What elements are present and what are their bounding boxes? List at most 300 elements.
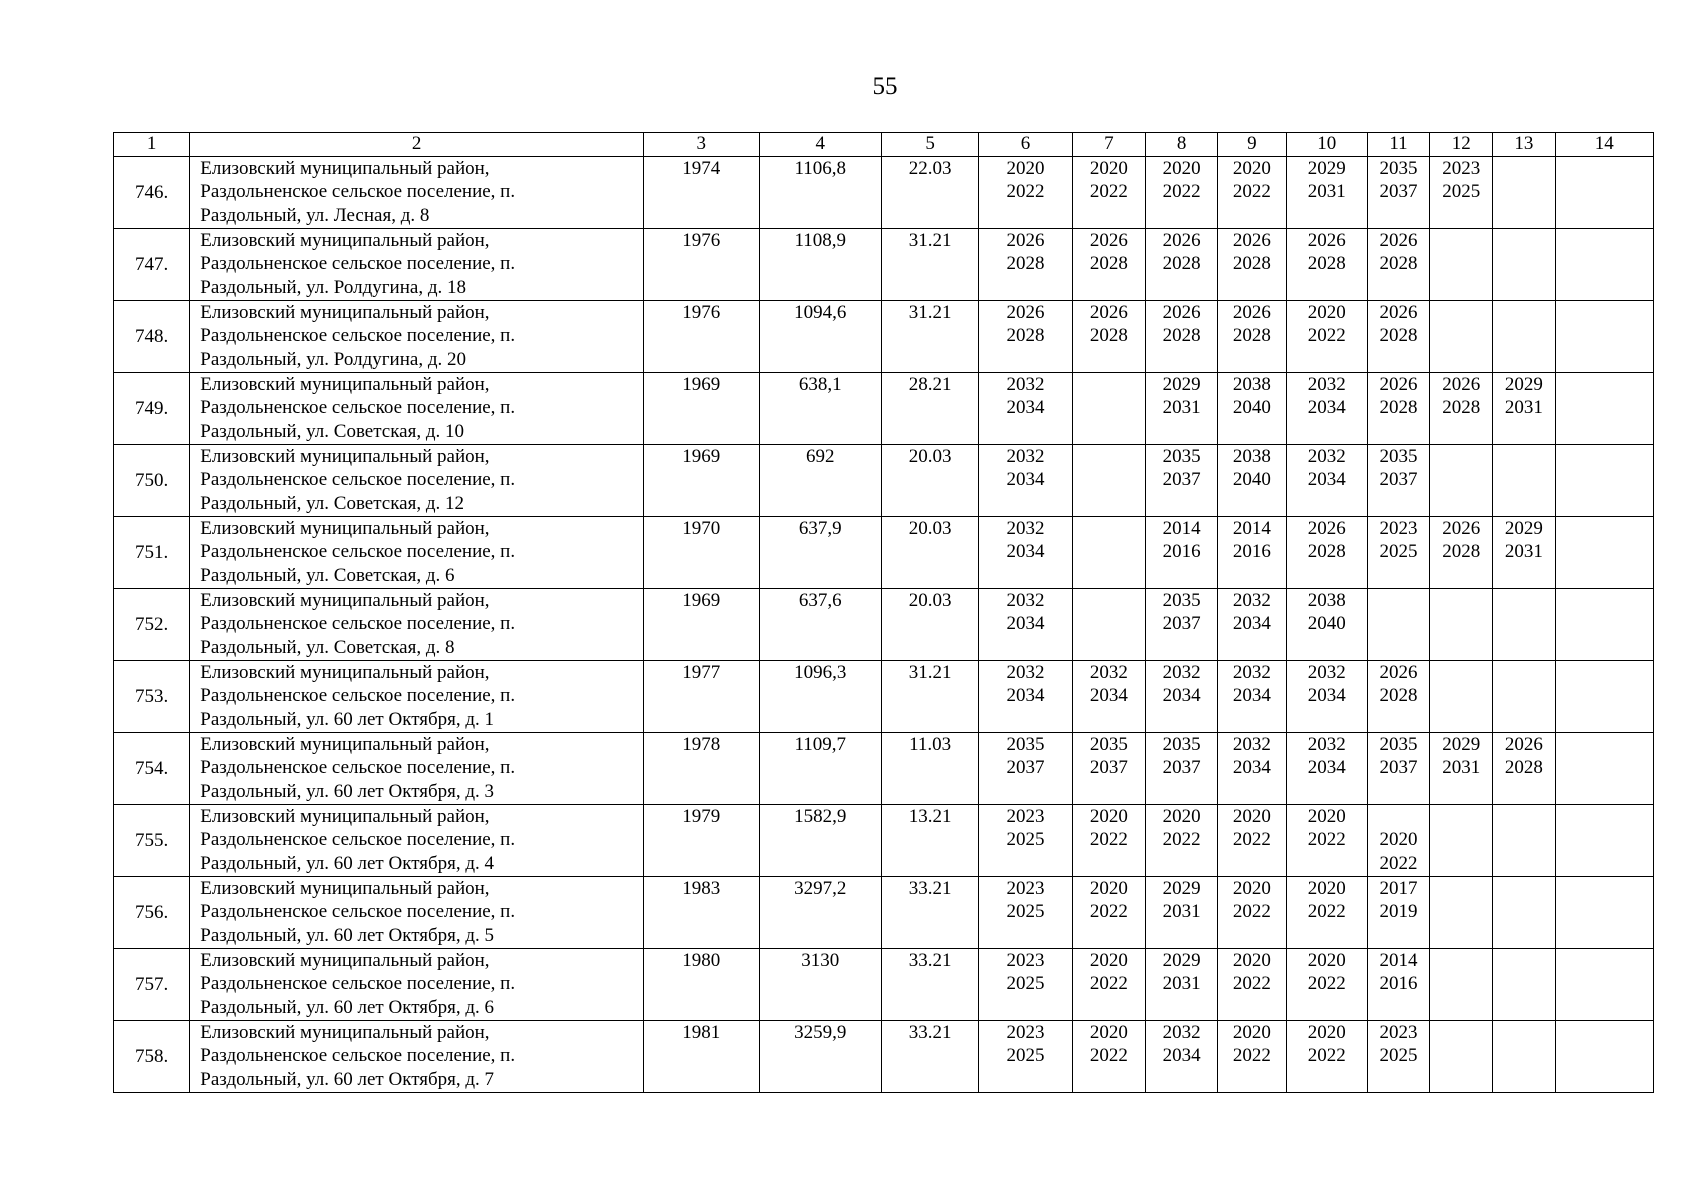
period-cell-col-14: [1555, 733, 1653, 805]
period-end: 2031: [1504, 541, 1543, 563]
period-cell-col-6: [979, 805, 1072, 877]
period-end: 2022: [1307, 325, 1346, 347]
code-cell: 31.21: [881, 229, 978, 301]
period-end: 2025: [1006, 973, 1045, 995]
year-built-cell: 1978: [644, 733, 759, 805]
period-start: [1556, 661, 1653, 684]
period-cell-col-11: [1367, 661, 1429, 733]
period-start: [1073, 517, 1145, 540]
period-cell-col-10: [1286, 589, 1367, 661]
column-number-13: 13: [1493, 133, 1555, 157]
period-end: [1073, 540, 1145, 563]
year-built-cell: 1969: [644, 589, 759, 661]
period-start: 2032: [1232, 662, 1271, 683]
table-body: [114, 133, 1654, 1093]
period-end: 2031: [1307, 181, 1346, 203]
period-cell-col-14: [1555, 949, 1653, 1021]
period-start: [1073, 445, 1145, 468]
period-end: [1430, 828, 1492, 851]
period-end: 2022: [1232, 829, 1271, 851]
year-built-cell: 1969: [644, 373, 759, 445]
year-built-cell: 1969: [644, 445, 759, 517]
period-cell-col-7: [1072, 805, 1145, 877]
code-cell: 31.21: [881, 661, 978, 733]
period-cell-col-12: [1430, 877, 1493, 949]
period-end: 2037: [1379, 469, 1418, 491]
period-cell-col-14: [1555, 589, 1653, 661]
period-cell-col-10: [1286, 229, 1367, 301]
column-number-9: 9: [1218, 133, 1286, 157]
period-end: 2025: [1379, 1045, 1418, 1067]
area-cell: 1106,8: [759, 157, 881, 229]
period-end: 2034: [1162, 685, 1201, 707]
period-cell-col-7: [1072, 445, 1145, 517]
period-start: 2023: [1442, 158, 1481, 179]
period-start: 2014: [1379, 950, 1418, 971]
period-end: 2037: [1162, 469, 1201, 491]
period-end: 2025: [1006, 1045, 1045, 1067]
period-start: 2020: [1089, 1022, 1128, 1043]
period-end: 2034: [1006, 469, 1045, 491]
area-cell: 637,9: [759, 517, 881, 589]
period-cell-col-11: [1367, 373, 1429, 445]
period-end: 2028: [1162, 325, 1201, 347]
period-cell-col-12: [1430, 301, 1493, 373]
address-line: Елизовский муниципальный район,: [200, 734, 490, 755]
period-end: [1493, 612, 1554, 635]
period-end: 2034: [1089, 685, 1128, 707]
period-start: [1430, 229, 1492, 252]
period-end: 2022: [1162, 181, 1201, 203]
period-start: 2020: [1232, 1022, 1271, 1043]
period-start: 2032: [1006, 446, 1045, 467]
period-start: [1493, 805, 1554, 828]
period-start: 2020: [1089, 950, 1128, 971]
period-end: 2022: [1307, 901, 1346, 923]
period-end: 2034: [1307, 757, 1346, 779]
period-start: 2014: [1162, 518, 1201, 539]
period-cell-col-8: [1145, 517, 1217, 589]
period-cell-col-13: [1493, 1021, 1555, 1093]
period-cell-col-8: [1145, 805, 1217, 877]
row-number: 747.: [114, 229, 190, 301]
row-number: 754.: [114, 733, 190, 805]
period-start: 2035: [1162, 446, 1201, 467]
period-end: 2034: [1006, 541, 1045, 563]
period-cell-col-12: [1430, 949, 1493, 1021]
period-cell-col-6: [979, 589, 1072, 661]
column-number-7: 7: [1072, 133, 1145, 157]
period-start: [1556, 1021, 1653, 1044]
period-cell-col-13: [1493, 733, 1555, 805]
period-cell-col-8: [1145, 877, 1217, 949]
period-cell-col-8: [1145, 733, 1217, 805]
period-cell-col-7: [1072, 877, 1145, 949]
period-end: [1430, 972, 1492, 995]
period-end: 2025: [1006, 829, 1045, 851]
period-cell-col-13: [1493, 805, 1555, 877]
column-number-1: 1: [114, 133, 190, 157]
address-line: Елизовский муниципальный район,: [200, 806, 490, 827]
period-start: [1073, 589, 1145, 612]
code-cell: 31.21: [881, 301, 978, 373]
year-built-cell: 1981: [644, 1021, 759, 1093]
period-cell-col-8: [1145, 445, 1217, 517]
code-cell: 28.21: [881, 373, 978, 445]
period-end: [1430, 684, 1492, 707]
period-cell-col-12: [1430, 229, 1493, 301]
period-cell-col-11: [1367, 301, 1429, 373]
period-cell-col-12: [1430, 733, 1493, 805]
period-start: 2020: [1232, 806, 1271, 827]
period-end: 2019: [1379, 901, 1418, 923]
period-end: 2028: [1232, 325, 1271, 347]
period-start: 2020: [1307, 950, 1346, 971]
period-start: 2032: [1307, 446, 1346, 467]
column-number-6: 6: [979, 133, 1072, 157]
address-cell: [190, 157, 644, 229]
period-cell-col-13: [1493, 661, 1555, 733]
period-end: [1556, 684, 1653, 707]
row-number: 756.: [114, 877, 190, 949]
period-cell-col-8: [1145, 229, 1217, 301]
period-start: 2026: [1504, 734, 1543, 755]
year-built-cell: 1979: [644, 805, 759, 877]
table-row: [114, 517, 1654, 589]
period-start: 2032: [1006, 374, 1045, 395]
column-number-8: 8: [1145, 133, 1217, 157]
period-end: 2028: [1307, 541, 1346, 563]
period-cell-col-10: [1286, 877, 1367, 949]
table-row: [114, 229, 1654, 301]
address-cell: [190, 1021, 644, 1093]
period-start: 2026: [1307, 230, 1346, 251]
period-end: [1556, 1044, 1653, 1067]
period-start: 2023: [1379, 518, 1418, 539]
column-number-11: 11: [1367, 133, 1429, 157]
period-end: 2028: [1442, 541, 1481, 563]
address-line: Елизовский муниципальный район,: [200, 878, 490, 899]
period-cell-col-11: [1367, 229, 1429, 301]
period-start: [1493, 1021, 1554, 1044]
period-end: 2028: [1089, 253, 1128, 275]
period-start: 2026: [1232, 230, 1271, 251]
period-start: 2032: [1006, 590, 1045, 611]
period-cell-col-6: [979, 949, 1072, 1021]
register-table: [113, 132, 1654, 1093]
period-start: 2023: [1379, 1022, 1418, 1043]
period-start: 2035: [1006, 734, 1045, 755]
period-cell-col-9: [1218, 445, 1286, 517]
period-end: 2022: [1307, 1045, 1346, 1067]
period-end: [1556, 252, 1653, 275]
address-cell: [190, 373, 644, 445]
period-end: [1556, 828, 1653, 851]
address-cell: [190, 661, 644, 733]
page-number: 55: [872, 73, 898, 100]
address-line: Раздольный, ул. 60 лет Октября, д. 1: [200, 708, 495, 730]
period-cell-col-6: [979, 229, 1072, 301]
year-built-cell: 1976: [644, 301, 759, 373]
code-cell: 11.03: [881, 733, 978, 805]
period-cell-col-7: [1072, 1021, 1145, 1093]
period-start: 2035: [1089, 734, 1128, 755]
period-start: [1556, 301, 1653, 324]
address-line: Елизовский муниципальный район,: [200, 302, 490, 323]
period-end: 2028: [1089, 325, 1128, 347]
period-end: 2016: [1379, 973, 1418, 995]
period-end: 2022: [1232, 1045, 1271, 1067]
period-start: 2023: [1006, 1022, 1045, 1043]
period-end: 2022: [1089, 181, 1128, 203]
period-end: [1493, 1044, 1554, 1067]
period-cell-col-13: [1493, 589, 1555, 661]
address-line: Елизовский муниципальный район,: [200, 590, 490, 611]
year-built-cell: 1976: [644, 229, 759, 301]
period-cell-col-14: [1555, 805, 1653, 877]
period-start: 2023: [1006, 950, 1045, 971]
column-number-3: 3: [644, 133, 759, 157]
period-end: 2028: [1232, 253, 1271, 275]
period-start: 2026: [1006, 302, 1045, 323]
table-row: [114, 373, 1654, 445]
period-start: [1493, 157, 1554, 180]
period-end: 2037: [1379, 181, 1418, 203]
period-cell-col-14: [1555, 877, 1653, 949]
period-cell-col-9: [1218, 733, 1286, 805]
column-number-2: 2: [190, 133, 644, 157]
period-end: [1493, 684, 1554, 707]
period-cell-col-13: [1493, 877, 1555, 949]
period-start: [1430, 805, 1492, 828]
period-start: 2038: [1307, 590, 1346, 611]
period-start: 2026: [1232, 302, 1271, 323]
address-line: Раздольный, ул. Советская, д. 8: [200, 636, 455, 658]
period-start: [1073, 373, 1145, 396]
period-end: 2028: [1379, 325, 1418, 347]
period-cell-col-7: [1072, 733, 1145, 805]
table-row: [114, 877, 1654, 949]
period-cell-col-9: [1218, 373, 1286, 445]
period-end: 2031: [1162, 397, 1201, 419]
period-cell-col-10: [1286, 517, 1367, 589]
period-end: [1493, 972, 1554, 995]
period-start: 2026: [1307, 518, 1346, 539]
period-end: 2040: [1232, 469, 1271, 491]
period-start: 2020: [1232, 950, 1271, 971]
period-cell-col-10: [1286, 733, 1367, 805]
code-cell: 33.21: [881, 1021, 978, 1093]
period-start: 2017: [1379, 878, 1418, 899]
period-cell-col-8: [1145, 301, 1217, 373]
period-start: 2020: [1307, 302, 1346, 323]
period-start: 2032: [1162, 662, 1201, 683]
column-number-12: 12: [1430, 133, 1493, 157]
period-cell-col-13: [1493, 373, 1555, 445]
period-end: 2037: [1006, 757, 1045, 779]
period-cell-col-11: [1367, 805, 1429, 877]
period-end: 2037: [1089, 757, 1128, 779]
period-end: 2037: [1162, 757, 1201, 779]
address-line: Раздольненское сельское поселение, п.: [200, 829, 516, 851]
period-cell-col-13: [1493, 445, 1555, 517]
period-start: 2020: [1307, 806, 1346, 827]
address-cell: [190, 589, 644, 661]
period-start: [1430, 1021, 1492, 1044]
period-start: 2020: [1307, 878, 1346, 899]
area-cell: 1096,3: [759, 661, 881, 733]
period-end: 2028: [1006, 325, 1045, 347]
period-end: 2034: [1232, 757, 1271, 779]
period-end: [1493, 252, 1554, 275]
period-start: [1493, 589, 1554, 612]
address-line: Елизовский муниципальный район,: [200, 230, 490, 251]
year-built-cell: 1974: [644, 157, 759, 229]
period-end: 2040: [1232, 397, 1271, 419]
period-start: [1556, 445, 1653, 468]
period-end: 2022: [1232, 973, 1271, 995]
year-built-cell: 1980: [644, 949, 759, 1021]
area-cell: 3130: [759, 949, 881, 1021]
period-cell-col-12: [1430, 517, 1493, 589]
address-cell: [190, 733, 644, 805]
period-cell-col-13: [1493, 949, 1555, 1021]
period-cell-col-12: [1430, 805, 1493, 877]
column-number-4: 4: [759, 133, 881, 157]
period-start: 2026: [1162, 230, 1201, 251]
row-number: 752.: [114, 589, 190, 661]
period-cell-col-14: [1555, 661, 1653, 733]
period-start: [1430, 301, 1492, 324]
period-start: 2020: [1089, 158, 1128, 179]
period-cell-col-9: [1218, 877, 1286, 949]
period-start: 2026: [1006, 230, 1045, 251]
period-cell-col-13: [1493, 157, 1555, 229]
period-start: 2026: [1089, 230, 1128, 251]
period-cell-col-14: [1555, 373, 1653, 445]
year-built-cell: 1970: [644, 517, 759, 589]
period-end: [1493, 828, 1554, 851]
row-number: 751.: [114, 517, 190, 589]
code-cell: 20.03: [881, 589, 978, 661]
period-end: 2034: [1307, 469, 1346, 491]
period-end: [1073, 468, 1145, 491]
period-start: 2032: [1307, 662, 1346, 683]
period-start: 2032: [1162, 1022, 1201, 1043]
period-cell-col-9: [1218, 301, 1286, 373]
period-end: 2031: [1504, 397, 1543, 419]
address-cell: [190, 949, 644, 1021]
address-line: Раздольненское сельское поселение, п.: [200, 973, 516, 995]
code-cell: 20.03: [881, 445, 978, 517]
period-end: [1073, 396, 1145, 419]
period-end: [1430, 612, 1492, 635]
period-start: 2032: [1006, 662, 1045, 683]
period-cell-col-7: [1072, 301, 1145, 373]
period-start: 2020: [1379, 829, 1418, 851]
address-line: Елизовский муниципальный район,: [200, 1022, 490, 1043]
row-number: 758.: [114, 1021, 190, 1093]
period-start: 2020: [1162, 158, 1201, 179]
address-line: Раздольненское сельское поселение, п.: [200, 253, 516, 275]
period-start: 2020: [1307, 1022, 1346, 1043]
period-start: 2026: [1089, 302, 1128, 323]
period-start: [1556, 805, 1653, 828]
area-cell: 1109,7: [759, 733, 881, 805]
period-cell-col-7: [1072, 589, 1145, 661]
period-end: [1493, 324, 1554, 347]
period-cell-col-7: [1072, 949, 1145, 1021]
period-start: 2020: [1089, 878, 1128, 899]
period-end: 2025: [1006, 901, 1045, 923]
column-number-14: 14: [1555, 133, 1653, 157]
period-end: 2031: [1162, 901, 1201, 923]
period-start: 2026: [1379, 662, 1418, 683]
period-start: [1493, 877, 1554, 900]
address-cell: [190, 229, 644, 301]
period-end: [1556, 972, 1653, 995]
period-end: 2025: [1442, 181, 1481, 203]
period-cell-col-8: [1145, 661, 1217, 733]
period-start: 2023: [1006, 806, 1045, 827]
period-cell-col-10: [1286, 157, 1367, 229]
period-cell-col-14: [1555, 229, 1653, 301]
year-built-cell: 1977: [644, 661, 759, 733]
period-start: 2020: [1232, 878, 1271, 899]
period-cell-col-6: [979, 733, 1072, 805]
table-row: [114, 733, 1654, 805]
period-start: 2020: [1089, 806, 1128, 827]
area-cell: 638,1: [759, 373, 881, 445]
period-start: 2026: [1442, 518, 1481, 539]
period-start: 2032: [1307, 734, 1346, 755]
period-start: 2029: [1162, 878, 1201, 899]
period-end: [1073, 612, 1145, 635]
period-start: 2035: [1379, 158, 1418, 179]
period-cell-col-11: [1367, 157, 1429, 229]
period-end: 2022: [1232, 181, 1271, 203]
period-start: 2014: [1232, 518, 1271, 539]
period-start: 2026: [1162, 302, 1201, 323]
period-end: 2034: [1232, 685, 1271, 707]
period-end: 2037: [1162, 613, 1201, 635]
period-end: 2022: [1232, 901, 1271, 923]
period-cell-col-9: [1218, 157, 1286, 229]
address-line: Раздольненское сельское поселение, п.: [200, 685, 516, 707]
address-line: Раздольный, ул. 60 лет Октября, д. 7: [200, 1068, 495, 1090]
period-end: 2034: [1307, 397, 1346, 419]
period-start: 2020: [1232, 158, 1271, 179]
address-line: Раздольный, ул. 60 лет Октября, д. 3: [200, 780, 495, 802]
period-cell-col-13: [1493, 301, 1555, 373]
table-row: [114, 805, 1654, 877]
period-cell-col-11: [1367, 949, 1429, 1021]
table-row: [114, 301, 1654, 373]
period-start: 2029: [1442, 734, 1481, 755]
period-end: [1368, 612, 1429, 635]
period-end: 2022: [1307, 829, 1346, 851]
period-end: [1430, 900, 1492, 923]
period-end: 2028: [1442, 397, 1481, 419]
address-line: Раздольненское сельское поселение, п.: [200, 901, 516, 923]
period-cell-col-12: [1430, 661, 1493, 733]
period-start: [1556, 517, 1653, 540]
period-end: 2022: [1162, 829, 1201, 851]
period-cell-col-14: [1555, 1021, 1653, 1093]
period-cell-col-6: [979, 301, 1072, 373]
period-start: 2023: [1006, 878, 1045, 899]
period-start: [1368, 589, 1429, 612]
